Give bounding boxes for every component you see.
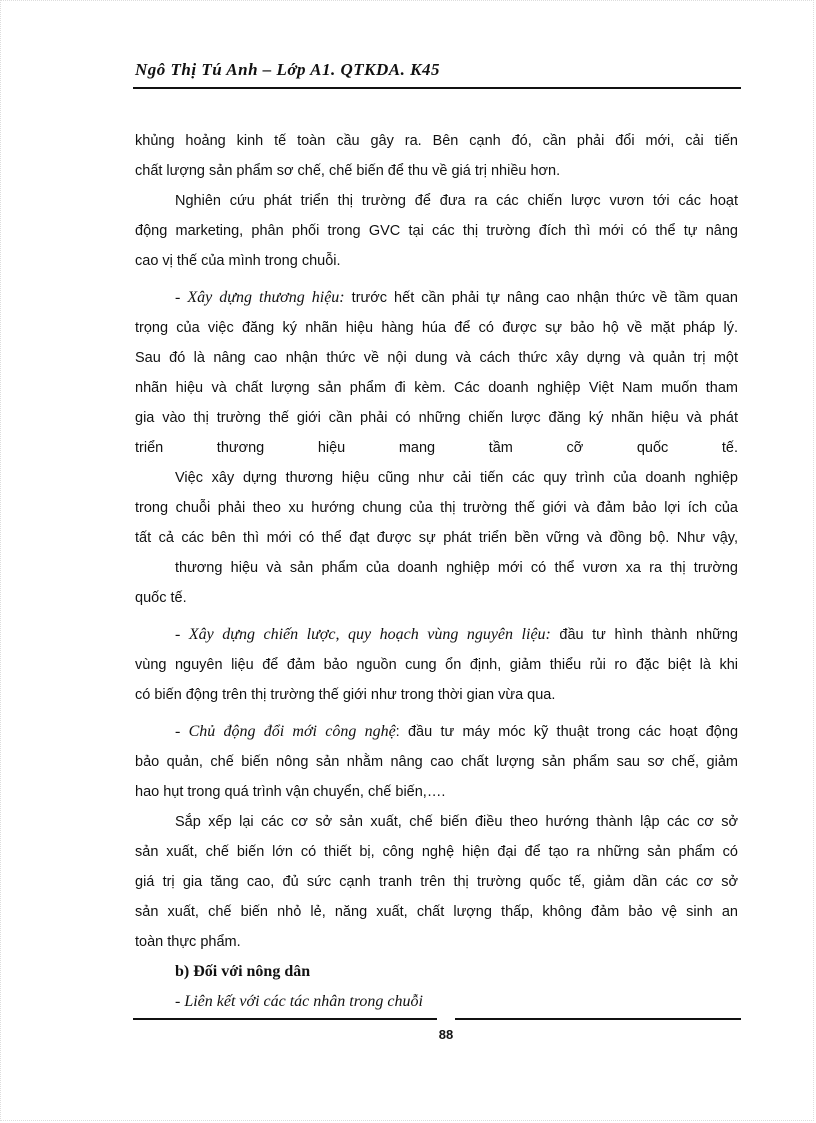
text-run: đầu tư hình thành những — [550, 627, 738, 643]
document-body — [135, 126, 738, 1017]
text-line: chất lượng sản phẩm sơ chế, chế biến để thu về giá trị nhiều hơn. — [135, 163, 561, 179]
text-line: toàn thực phẩm. — [135, 934, 241, 950]
sub-heading-text: - Liên kết với các tác nhân trong chuỗi — [175, 993, 423, 1010]
text-line: có biến động trên thị trường thế giới như trong thời gian vừa qua. — [135, 687, 556, 703]
text-line: trọng của việc đăng ký nhãn hiệu hàng húa để có được sự bảo hộ về mặt pháp lý. — [135, 320, 738, 336]
text-line: động marketing, phân phối trong GVC tại các thị trường đích thì mới có thể tự nâng — [135, 223, 738, 239]
text-line: triển thương hiệu mang tầm cỡ quốc tế. — [135, 440, 738, 456]
text-line: cao vị thế của mình trong chuỗi. — [135, 253, 341, 269]
text-line: trong chuỗi phải theo xu hướng chung của thị trường thế giới và đảm bảo lợi ích của — [135, 500, 738, 516]
text-line: Sắp xếp lại các cơ sở sản xuất, chế biến điều theo hướng thành lập các cơ sở — [175, 814, 738, 830]
text-line: khủng hoảng kinh tế toàn cầu gây ra. Bên cạnh đó, cần phải đổi mới, cải tiến — [135, 133, 738, 149]
italic-lead: - Xây dựng chiến lược, quy hoạch vùng nguyên liệu: — [175, 626, 551, 643]
text-run: : đầu tư máy móc kỹ thuật trong các hoạt động — [395, 724, 739, 740]
text-line: Sau đó là nâng cao nhận thức về nội dung và cách thức xây dựng và quản trị một — [135, 350, 738, 366]
text-line: hao hụt trong quá trình vận chuyển, chế biến,…. — [135, 784, 446, 800]
text-line: thương hiệu và sản phẩm của doanh nghiệp mới có thể vươn xa ra thị trường — [175, 560, 738, 576]
text-run: trước hết cần phải tự nâng cao nhận thức về tầm quan — [344, 290, 738, 306]
text-line: giá trị gia tăng cao, đủ sức cạnh tranh trên thị trường quốc tế, giảm dần các cơ sở — [135, 874, 738, 890]
section-heading — [135, 957, 738, 987]
text-line: tất cả các bên thì mới có thể đạt được sự phát triển bền vững và đồng bộ. Như vậy, — [135, 530, 738, 546]
page-number: 88 — [438, 1027, 454, 1042]
text-line — [135, 717, 738, 747]
footer-rule-left — [133, 1018, 437, 1020]
footer-rule-right — [455, 1018, 741, 1020]
text-line — [135, 283, 738, 313]
text-line: gia vào thị trường thế giới cần phải có những chiến lược đăng ký nhãn hiệu và phát — [135, 410, 738, 426]
text-line: sản xuất, chế biến lớn có thiết bị, công nghệ hiện đại để tạo ra những sản phẩm có — [135, 844, 738, 860]
text-line: Việc xây dựng thương hiệu cũng như cải tiến các quy trình của doanh nghiệp — [175, 470, 738, 486]
text-line: sản xuất, chế biến nhỏ lẻ, năng xuất, chất lượng thấp, không đảm bảo vệ sinh an — [135, 904, 738, 920]
text-line: bảo quản, chế biến nông sản nhằm nâng cao chất lượng sản phẩm sau sơ chế, giảm — [135, 754, 738, 770]
sub-heading — [135, 987, 738, 1017]
italic-lead: - Chủ động đổi mới công nghệ — [175, 723, 396, 740]
text-line — [135, 620, 738, 650]
running-header: Ngô Thị Tú Anh – Lớp A1. QTKDA. K45 — [135, 60, 440, 79]
text-line: nhãn hiệu và chất lượng sản phẩm đi kèm. Các doanh nghiệp Việt Nam muốn tham — [135, 380, 738, 396]
header-rule — [133, 87, 741, 89]
text-line: vùng nguyên liệu để đảm bảo nguồn cung ổn định, giảm thiểu rủi ro đặc biệt là khi — [135, 657, 738, 673]
text-line: Nghiên cứu phát triển thị trường để đưa ra các chiến lược vươn tới các hoạt — [175, 193, 738, 209]
text-line: quốc tế. — [135, 590, 187, 606]
section-heading-text: b) Đối với nông dân — [175, 963, 311, 980]
italic-lead: - Xây dựng thương hiệu: — [175, 289, 345, 306]
